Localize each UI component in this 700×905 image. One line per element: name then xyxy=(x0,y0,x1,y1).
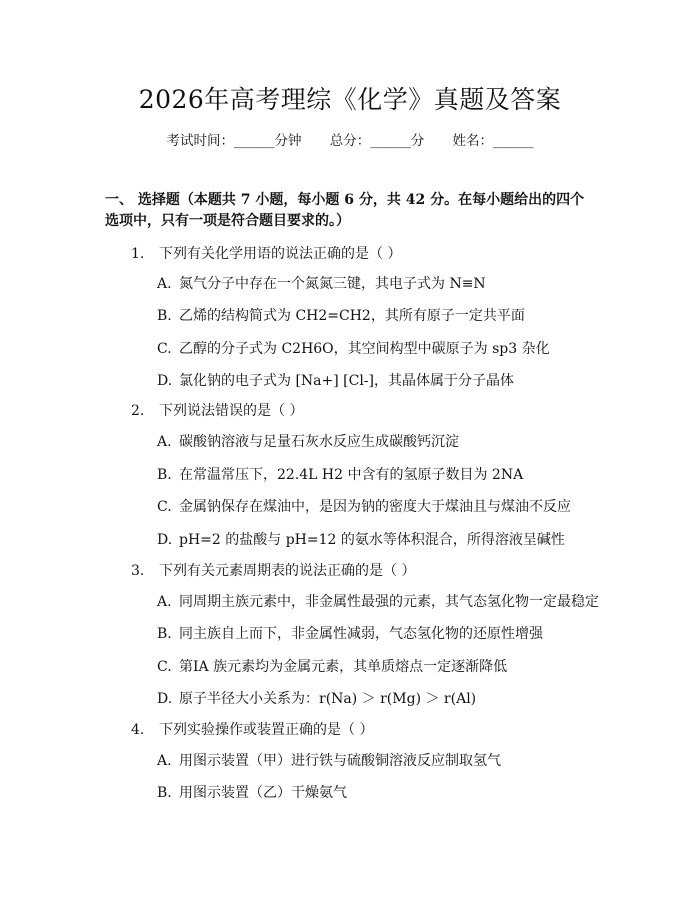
option-letter: D. xyxy=(157,691,173,707)
name-field xyxy=(453,131,534,151)
question-1 xyxy=(131,244,401,264)
option-1c xyxy=(157,339,550,359)
option-3a xyxy=(157,592,599,612)
exam-time-label: 考试时间： xyxy=(166,133,234,149)
option-letter: A. xyxy=(157,276,172,292)
section-heading: 一、 选择题（本题共 7 小题，每小题 6 分，共 42 分。在每小题给出的四个选项中，只有一项是符合题目要求的。） xyxy=(105,192,585,229)
question-number: 2. xyxy=(131,403,145,419)
option-text: 同周期主族元素中，非金属性最强的元素，其气态氢化物一定最稳定 xyxy=(179,594,599,610)
option-text: 碳酸钠溶液与足量石灰水反应生成碳酸钙沉淀 xyxy=(179,434,459,450)
option-4a xyxy=(157,751,501,771)
question-3 xyxy=(131,561,415,581)
option-letter: C. xyxy=(157,341,172,357)
exam-meta-line xyxy=(0,131,700,151)
page-title: 2026年高考理综《化学》真题及答案 xyxy=(138,85,562,114)
option-text: 第ⅠA 族元素均为金属元素，其单质熔点一定逐渐降低 xyxy=(179,659,508,675)
option-letter: A. xyxy=(157,434,172,450)
option-letter: D. xyxy=(157,373,173,389)
question-number: 1. xyxy=(131,246,145,262)
option-3c xyxy=(157,657,507,677)
option-3d xyxy=(157,689,476,709)
option-text: pH=2 的盐酸与 pH=12 的氨水等体积混合，所得溶液呈碱性 xyxy=(179,532,565,548)
option-text: 氯化钠的电子式为 [Na+] [Cl-]，其晶体属于分子晶体 xyxy=(179,373,514,389)
option-text: 在常温常压下，22.4L H2 中含有的氢原子数目为 2NA xyxy=(179,467,524,483)
option-text: 用图示装置（乙）干燥氨气 xyxy=(179,785,347,801)
option-letter: C. xyxy=(157,659,172,675)
option-2d xyxy=(157,530,565,550)
option-text: 金属钠保存在煤油中，是因为钠的密度大于煤油且与煤油不反应 xyxy=(179,499,571,515)
option-text: 乙烯的结构简式为 CH2=CH2，其所有原子一定共平面 xyxy=(179,308,525,324)
question-2 xyxy=(131,401,303,421)
question-number: 4. xyxy=(131,722,145,738)
option-text: 乙醇的分子式为 C2H6O，其空间构型中碳原子为 sp3 杂化 xyxy=(179,341,550,357)
exam-time-field xyxy=(166,131,301,151)
option-letter: B. xyxy=(157,626,172,642)
option-letter: C. xyxy=(157,499,172,515)
exam-time-blank: ______ xyxy=(233,133,275,149)
total-score-unit: 分 xyxy=(410,133,425,149)
option-letter: A. xyxy=(157,753,172,769)
option-letter: B. xyxy=(157,467,172,483)
option-4b xyxy=(157,783,347,803)
option-text: 用图示装置（甲）进行铁与硫酸铜溶液反应制取氢气 xyxy=(179,753,501,769)
option-text: 同主族自上而下，非金属性减弱，气态氢化物的还原性增强 xyxy=(179,626,543,642)
option-3b xyxy=(157,624,543,644)
name-blank: ______ xyxy=(493,133,534,149)
total-score-field xyxy=(330,131,425,151)
name-label: 姓名： xyxy=(452,133,494,149)
question-4 xyxy=(131,720,373,740)
option-1d xyxy=(157,371,514,391)
option-text: 氮气分子中存在一个氮氮三键，其电子式为 N≡N xyxy=(179,276,486,292)
option-letter: B. xyxy=(157,308,172,324)
option-1b xyxy=(157,306,525,326)
option-2b xyxy=(157,465,523,485)
question-stem: 下列有关化学用语的说法正确的是（ ） xyxy=(159,246,402,262)
option-letter: D. xyxy=(157,532,173,548)
option-letter: B. xyxy=(157,785,172,801)
question-stem: 下列说法错误的是（ ） xyxy=(159,403,304,419)
question-stem: 下列实验操作或装置正确的是（ ） xyxy=(159,722,374,738)
total-score-blank: ______ xyxy=(370,133,411,149)
question-number: 3. xyxy=(131,563,145,579)
question-stem: 下列有关元素周期表的说法正确的是（ ） xyxy=(159,563,416,579)
total-score-label: 总分： xyxy=(329,133,371,149)
option-1a xyxy=(157,274,486,294)
option-2c xyxy=(157,497,571,517)
exam-time-unit: 分钟 xyxy=(274,133,302,149)
option-text: 原子半径大小关系为：r(Na) ＞ r(Mg) ＞ r(Al) xyxy=(179,691,477,707)
option-letter: A. xyxy=(157,594,172,610)
option-2a xyxy=(157,432,459,452)
